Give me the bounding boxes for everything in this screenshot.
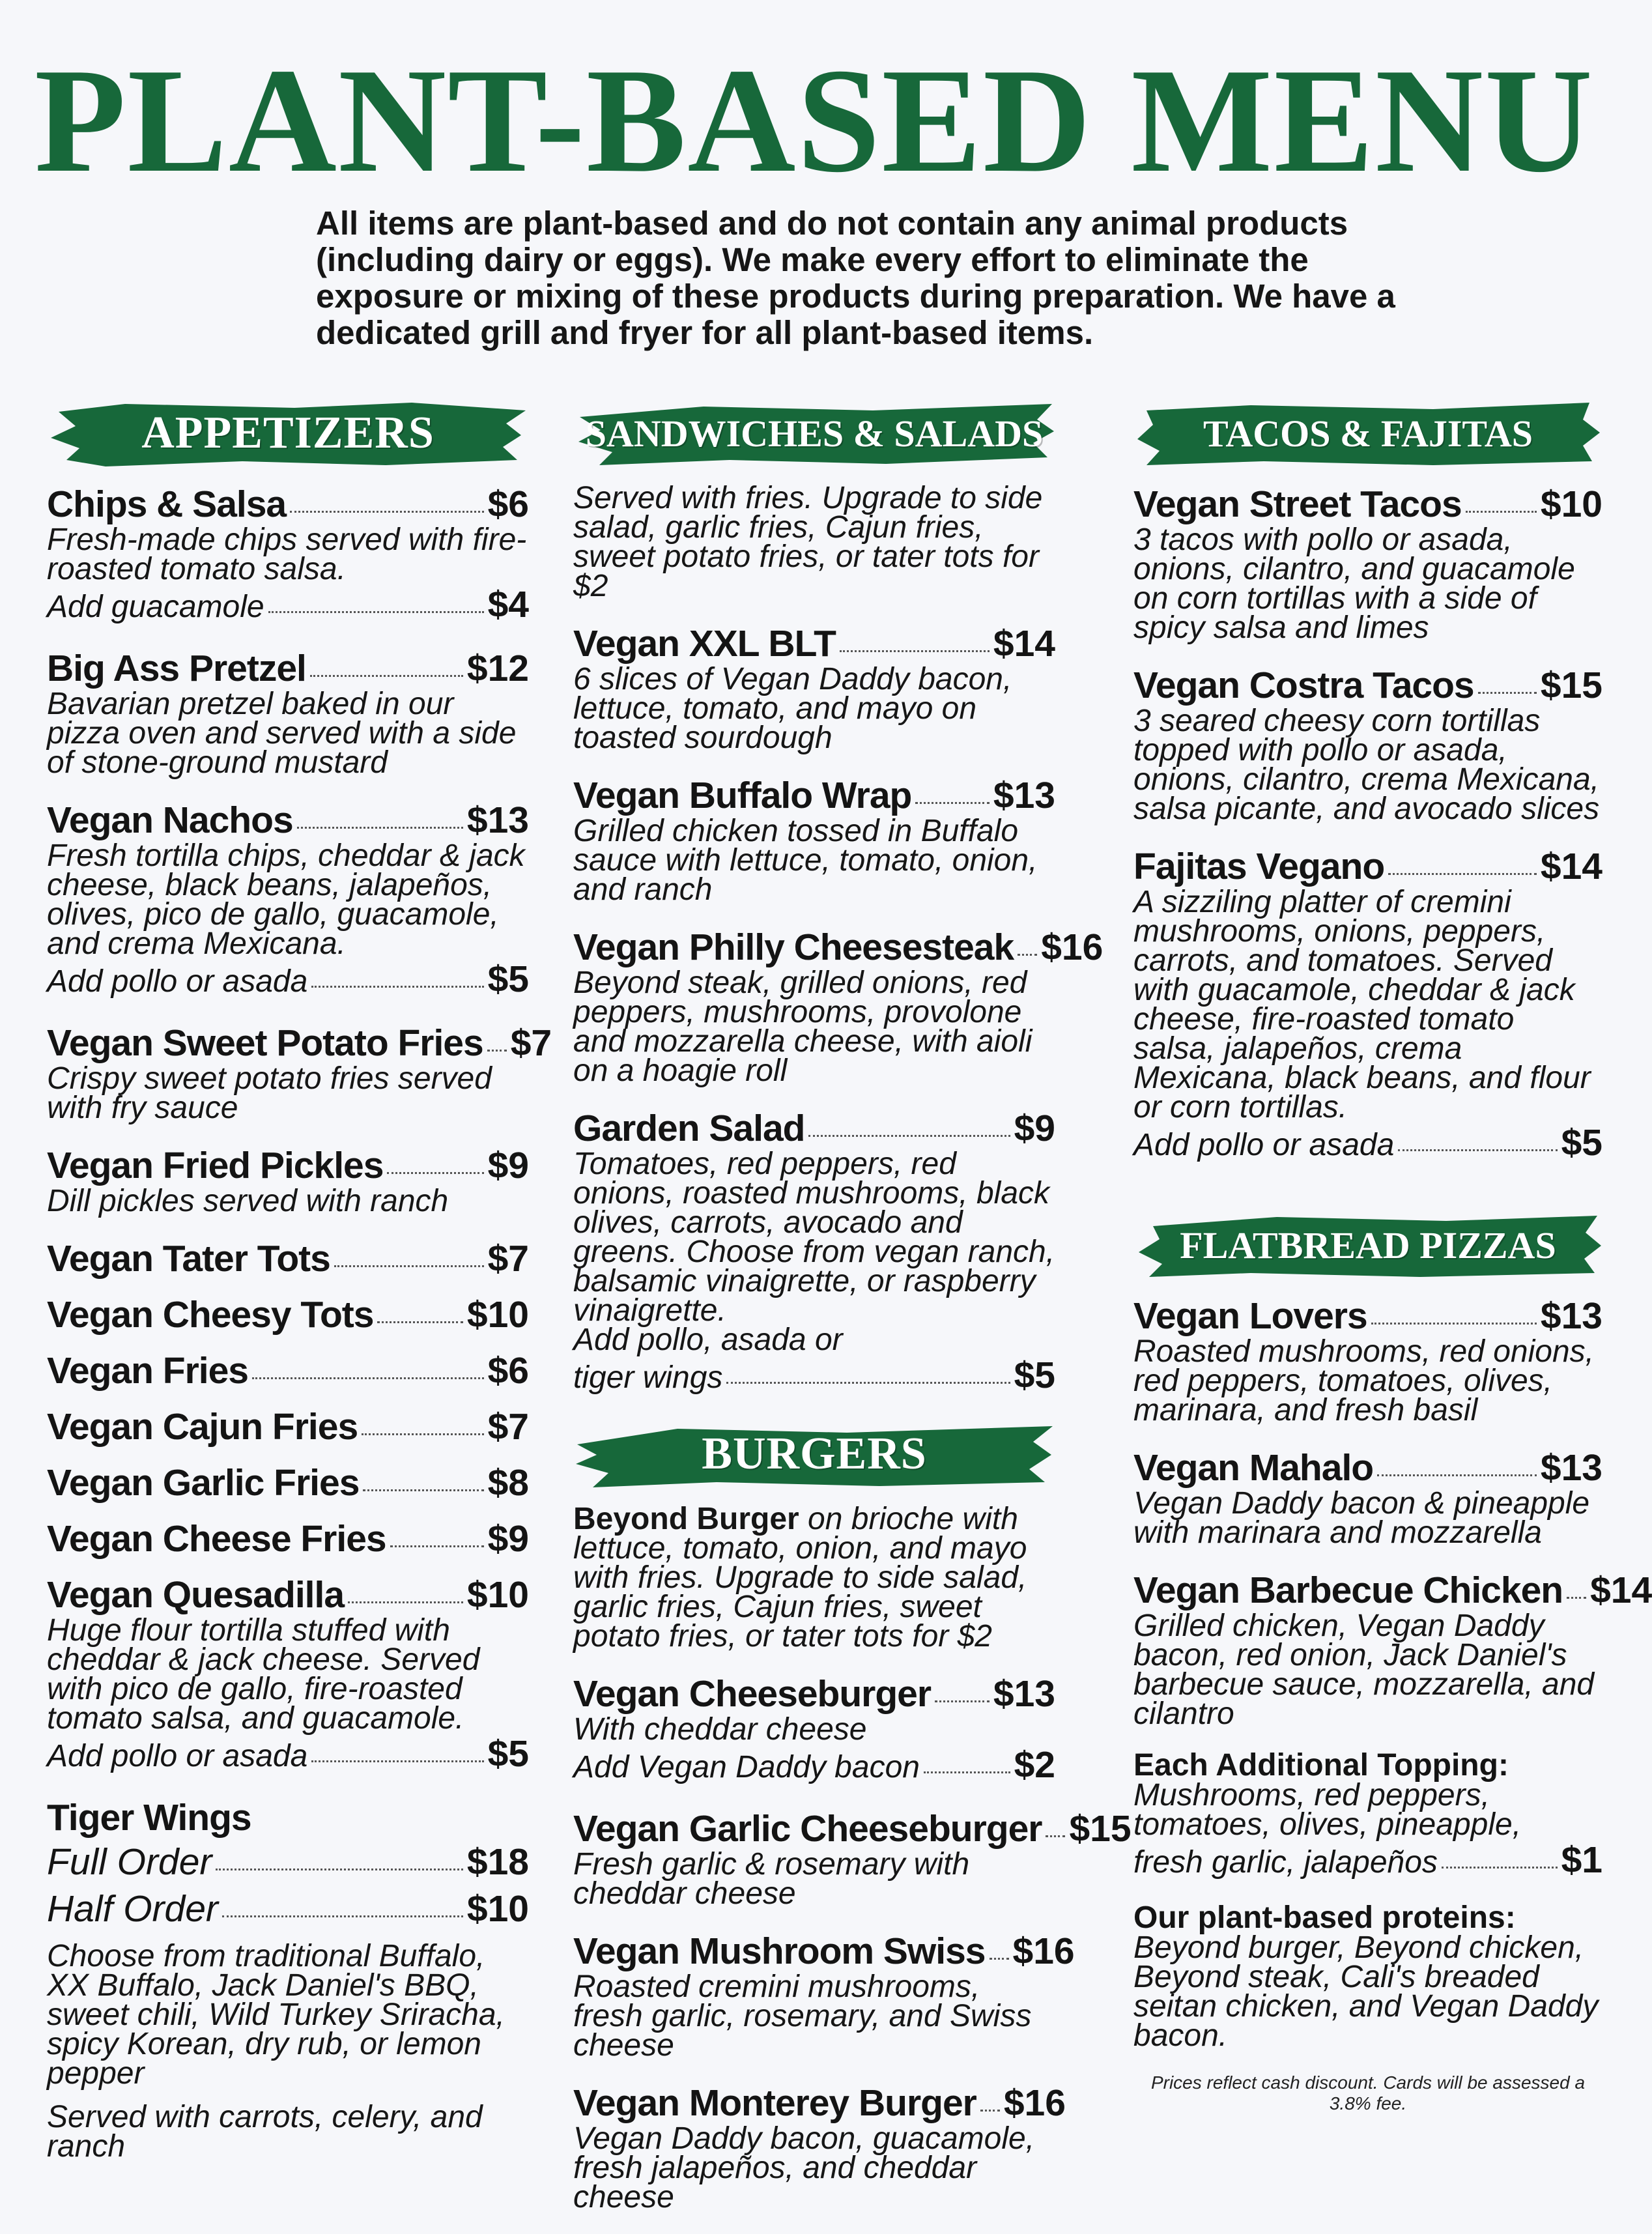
item-description: Choose from traditional Buffalo, XX Buffalo, Jack Daniel's BBQ, sweet chili, Wild Turkey Sriracha, spicy Korean, dry rub, or lemon pepper [47, 1939, 505, 2091]
add-on-label: Add pollo or asada [47, 1739, 308, 1773]
menu-item-pretzel [47, 648, 529, 780]
tacos-heading: TACOS & FAJITAS [1203, 412, 1533, 455]
menu-item-street-tacos [1133, 483, 1602, 645]
full-order-label: Full Order [47, 1841, 212, 1883]
add-on-price: $5 [487, 1733, 529, 1775]
item-name: Vegan Quesadilla [47, 1574, 345, 1616]
tacos-banner [1133, 397, 1602, 469]
item-price: $10 [466, 1574, 529, 1616]
item-name: Vegan Cheeseburger [573, 1673, 932, 1715]
menu-item-cheeseburger [573, 1673, 1055, 1786]
pizzas-heading: FLATBREAD PIZZAS [1180, 1224, 1556, 1267]
menu-item-monterey-burger [573, 2082, 1066, 2214]
item-price: $10 [466, 1294, 529, 1336]
add-on-label: Add pollo or asada [1133, 1128, 1395, 1162]
topping-label: Each Additional Topping: [1133, 1748, 1509, 1783]
section-note: Served with fries. Upgrade to side salad, garlic fries, Cajun fries, sweet potato fries, or tater tots for $2 [573, 481, 1043, 603]
menu-item-costra-tacos [1133, 665, 1602, 826]
wings-served-with: Served with carrots, celery, and ranch [47, 2100, 483, 2164]
add-on-label: Add Vegan Daddy bacon [573, 1750, 920, 1784]
item-description: 6 slices of Vegan Daddy bacon, lettuce, tomato, and mayo on toasted sourdough [573, 662, 1012, 755]
item-price: $14 [1540, 846, 1602, 887]
item-description: Bavarian pretzel baked in our pizza oven and served with a side of stone-ground mustard [47, 687, 517, 780]
half-order-label: Half Order [47, 1888, 218, 1930]
proteins-list: Beyond burger, Beyond chicken, Beyond steak, Cali's breaded seitan chicken, and Vegan Daddy bacon. [1133, 1930, 1599, 2053]
menu-item-tiger-wings [47, 1797, 529, 2164]
item-price: $13 [1540, 1295, 1602, 1337]
item-price: $7 [487, 1406, 529, 1448]
pizzas-banner [1133, 1209, 1602, 1281]
add-on-price: $5 [1014, 1354, 1055, 1396]
add-on-price: $5 [487, 958, 529, 1000]
item-description: Tomatoes, red peppers, red onions, roasted mushrooms, black olives, carrots, avocado and greens. Choose from vegan ranch, balsamic vinaigrette, or raspberry vinaigrette. [573, 1147, 1055, 1328]
item-price: $14 [1590, 1569, 1652, 1611]
menu-item-fajitas [1133, 846, 1602, 1164]
menu-item-mushroom-swiss [573, 1930, 1075, 2063]
page-title: PLANT-BASED MENU [34, 37, 1595, 203]
topping-price: $1 [1561, 1839, 1602, 1881]
menu-item-chips-salsa [47, 483, 529, 625]
item-name: Vegan Mahalo [1133, 1447, 1374, 1489]
intro-text: All items are plant-based and do not contain any animal products (including dairy or eggs). We make every effort to eliminate the exposure or mixing of these products during preparation. We have a dedicated grill and fryer for all plant-based items. [316, 205, 1395, 351]
item-description: With cheddar cheese [573, 1712, 867, 1747]
item-price: $15 [1069, 1808, 1132, 1850]
item-name: Vegan Sweet Potato Fries [47, 1022, 483, 1064]
item-description: Fresh tortilla chips, cheddar & jack cheese, black beans, jalapeños, olives, pico de gallo, guacamole, and crema Mexicana. [47, 838, 525, 961]
menu-item-sweet-potato-fries [47, 1022, 552, 1125]
item-description: Vegan Daddy bacon, guacamole, fresh jalapeños, and cheddar cheese [573, 2121, 1035, 2214]
item-description: Dill pickles served with ranch [47, 1184, 449, 1218]
column-tacos-pizzas [1133, 397, 1652, 2114]
item-price: $13 [466, 799, 529, 841]
menu-item-nachos [47, 799, 529, 1000]
menu-item-vegan-mahalo [1133, 1447, 1602, 1550]
sandwiches-heading: SANDWICHES & SALADS [585, 412, 1044, 455]
item-price: $16 [1012, 1930, 1075, 1972]
item-name: Vegan Cheese Fries [47, 1518, 386, 1560]
item-price: $15 [1540, 665, 1602, 706]
burgers-note-text: on brioche with lettuce, tomato, onion, and mayo with fries. Upgrade to side salad, garlic fries, Cajun fries, sweet potato fries, or tater tots for $2 [573, 1502, 1027, 1654]
menu-item-bbq-chicken [1133, 1569, 1652, 1731]
add-on-label: Add guacamole [47, 590, 264, 624]
menu-item-fried-pickles [47, 1145, 529, 1216]
item-description: Fresh-made chips served with fire-roasted tomato salsa. [47, 523, 527, 586]
item-description: 3 tacos with pollo or asada, onions, cilantro, and guacamole on corn tortillas with a side of spicy salsa and limes [1133, 523, 1575, 645]
column-sandwiches-burgers [573, 397, 1132, 2234]
item-price: $6 [487, 1350, 529, 1392]
menu-item-cajun-fries [47, 1406, 529, 1448]
item-name: Fajitas Vegano [1133, 846, 1385, 887]
half-order-price: $10 [466, 1888, 529, 1930]
item-price: $10 [1540, 483, 1602, 525]
item-name: Vegan Fried Pickles [47, 1145, 384, 1186]
add-on-price: $2 [1014, 1744, 1055, 1786]
item-name: Vegan Garlic Fries [47, 1462, 360, 1504]
sandwiches-banner [573, 397, 1055, 469]
full-order-price: $18 [466, 1841, 529, 1883]
item-name: Vegan XXL BLT [573, 623, 836, 665]
item-price: $6 [487, 483, 529, 525]
menu-item-garlic-fries [47, 1462, 529, 1504]
menu-item-vegan-lovers [1133, 1295, 1602, 1425]
item-name: Vegan Monterey Burger [573, 2082, 976, 2124]
item-description: Crispy sweet potato fries served with fry sauce [47, 1061, 492, 1125]
item-description: Grilled chicken, Vegan Daddy bacon, red onion, Jack Daniel's barbecue sauce, mozzarella, and cilantro [1133, 1609, 1595, 1731]
menu-item-tater-tots [47, 1238, 529, 1280]
menu-item-cheese-fries [47, 1518, 529, 1560]
item-price: $13 [993, 775, 1055, 816]
item-name: Vegan Tater Tots [47, 1238, 330, 1280]
add-on-label: Add pollo or asada [47, 964, 308, 999]
item-name: Vegan Nachos [47, 799, 293, 841]
item-name: Vegan Costra Tacos [1133, 665, 1474, 706]
item-description: Roasted mushrooms, red onions, red peppers, tomatoes, olives, marinara, and fresh basil [1133, 1334, 1595, 1427]
additional-topping [1133, 1748, 1602, 1881]
burgers-heading: BURGERS [702, 1429, 927, 1479]
appetizers-heading: APPETIZERS [141, 408, 434, 458]
item-description: Huge flour tortilla stuffed with cheddar & jack cheese. Served with pico de gallo, fire-roasted tomato salsa, and guacamole. [47, 1613, 480, 1736]
item-name: Vegan Buffalo Wrap [573, 775, 912, 816]
menu-item-xxl-blt [573, 623, 1055, 755]
item-price: $8 [487, 1462, 529, 1504]
section-note [573, 1502, 1055, 1654]
item-description: Fresh garlic & rosemary with cheddar cheese [573, 1847, 970, 1911]
add-on-label-2: tiger wings [573, 1360, 723, 1395]
item-price: $7 [487, 1238, 529, 1280]
item-name: Vegan Cheesy Tots [47, 1294, 374, 1336]
item-price: $13 [1540, 1447, 1602, 1489]
item-description: 3 seared cheesy corn tortillas topped with pollo or asada, onions, cilantro, crema Mexicana, salsa picante, and avocado slices [1133, 704, 1600, 826]
add-on-label: Add pollo, asada or [573, 1323, 843, 1357]
appetizers-banner [47, 397, 529, 469]
item-price: $9 [487, 1145, 529, 1186]
item-price: $16 [1041, 926, 1104, 968]
item-price: $13 [993, 1673, 1055, 1715]
item-description: Beyond steak, grilled onions, red peppers, mushrooms, provolone and mozzarella cheese, with aioli on a hoagie roll [573, 966, 1032, 1088]
sandwiches-note [573, 483, 1055, 601]
item-name: Vegan Barbecue Chicken [1133, 1569, 1563, 1611]
menu-item-cheesy-tots [47, 1294, 529, 1336]
item-price: $12 [466, 648, 529, 689]
item-name: Garden Salad [573, 1108, 805, 1149]
item-name: Vegan Lovers [1133, 1295, 1367, 1337]
column-appetizers [47, 397, 552, 2183]
item-price: $16 [1003, 2082, 1066, 2124]
beyond-burger-label: Beyond Burger [573, 1502, 799, 1536]
menu-item-philly-cheesesteak [573, 926, 1104, 1088]
burgers-note [573, 1502, 1055, 1654]
topping-list-end: fresh garlic, jalapeños [1133, 1845, 1438, 1880]
item-price: $9 [1014, 1108, 1055, 1149]
item-description: Grilled chicken tossed in Buffalo sauce with lettuce, tomato, onion, and ranch [573, 814, 1038, 907]
item-name: Vegan Cajun Fries [47, 1406, 358, 1448]
menu-item-quesadilla [47, 1574, 529, 1775]
item-price: $9 [487, 1518, 529, 1560]
item-description: Roasted cremini mushrooms, fresh garlic, rosemary, and Swiss cheese [573, 1969, 1032, 2063]
item-name: Vegan Fries [47, 1350, 248, 1392]
topping-list: Mushrooms, red peppers, tomatoes, olives, pineapple, [1133, 1778, 1522, 1842]
menu-item-buffalo-wrap [573, 775, 1055, 907]
menu-item-fries [47, 1350, 529, 1392]
item-name: Vegan Garlic Cheeseburger [573, 1808, 1042, 1850]
item-name: Big Ass Pretzel [47, 648, 306, 689]
item-description: Vegan Daddy bacon & pineapple with marinara and mozzarella [1133, 1486, 1590, 1550]
item-description: A sizziling platter of cremini mushrooms, onions, peppers, carrots, and tomatoes. Served with guacamole, cheddar & jack cheese, fire-roasted tomato salsa, jalapeños, crema Mexicana, black beans, and flour or corn tortillas. [1133, 885, 1591, 1124]
plant-based-proteins [1133, 1900, 1602, 2053]
add-on-price: $5 [1561, 1122, 1602, 1164]
menu-item-garlic-cheeseburger [573, 1808, 1132, 1911]
item-name: Vegan Philly Cheesesteak [573, 926, 1014, 968]
menu-item-garden-salad [573, 1108, 1055, 1396]
add-on-price: $4 [487, 584, 529, 625]
item-name: Chips & Salsa [47, 483, 287, 525]
item-name: Vegan Mushroom Swiss [573, 1930, 986, 1972]
item-price: $7 [510, 1022, 552, 1064]
item-name: Tiger Wings [47, 1797, 251, 1839]
price-footnote: Prices reflect cash discount. Cards will be assessed a 3.8% fee. [1150, 2072, 1586, 2113]
item-price: $14 [993, 623, 1055, 665]
item-name: Vegan Street Tacos [1133, 483, 1462, 525]
proteins-label: Our plant-based proteins: [1133, 1900, 1516, 1935]
burgers-banner [573, 1418, 1055, 1490]
